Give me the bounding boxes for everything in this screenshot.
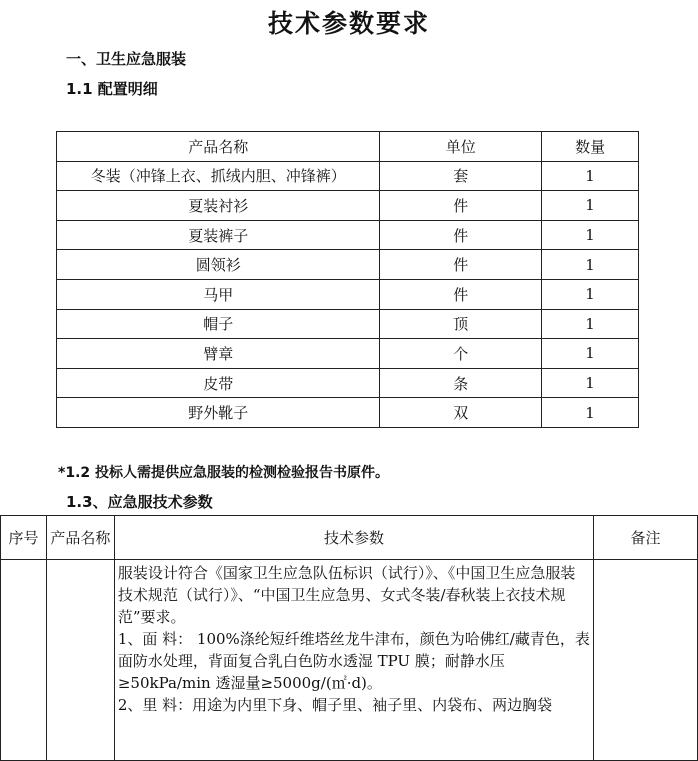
product-name-cell: 皮带 xyxy=(57,368,380,398)
product-name-cell: 马甲 xyxy=(57,279,380,309)
tech-params-cell xyxy=(114,560,593,761)
table-header-row xyxy=(1,516,698,560)
table-row xyxy=(57,339,639,369)
table-row xyxy=(57,279,639,309)
unit-cell: 套 xyxy=(380,161,542,191)
report-requirement-note: *1.2 投标人需提供应急服装的检测检验报告书原件。 xyxy=(58,465,389,481)
table-row xyxy=(57,309,639,339)
column-header: 数量 xyxy=(542,132,639,162)
column-header: 技术参数 xyxy=(114,516,593,560)
product-name-cell: 夏装衬衫 xyxy=(57,191,380,221)
product-name-cell: 野外靴子 xyxy=(57,398,380,428)
column-header: 序号 xyxy=(1,516,47,560)
quantity-cell: 1 xyxy=(542,339,639,369)
quantity-cell: 1 xyxy=(542,279,639,309)
product-name-cell: 帽子 xyxy=(57,309,380,339)
product-name-cell: 圆领衫 xyxy=(57,250,380,280)
config-table xyxy=(56,131,639,428)
section-heading-uniforms: 一、卫生应急服装 xyxy=(66,50,187,68)
unit-cell: 双 xyxy=(380,398,542,428)
page-title: 技术参数要求 xyxy=(267,9,430,38)
unit-cell: 个 xyxy=(380,339,542,369)
column-header: 备注 xyxy=(594,516,698,560)
section-heading-config: 1.1 配置明细 xyxy=(66,80,158,98)
param-paragraph: 1、面 料： 100%涤纶短纤维塔丝龙牛津布，颜色为哈佛红/藏青色，表面防水处理，背面复合乳白色防水透湿 TPU 膜；耐静水压≥50kPa/min 透湿量≥5000g/(㎡·d)。 xyxy=(117,630,590,692)
unit-cell: 条 xyxy=(380,368,542,398)
table-header-row xyxy=(57,132,639,162)
table-row xyxy=(1,560,698,761)
param-paragraph: 2、里 料：用途为内里下身、帽子里、袖子里、内袋布、两边胸袋 xyxy=(117,696,553,714)
product-name-cell xyxy=(46,560,114,761)
product-name-cell: 夏装裤子 xyxy=(57,220,380,250)
quantity-cell: 1 xyxy=(542,161,639,191)
quantity-cell: 1 xyxy=(542,309,639,339)
product-name-cell: 臂章 xyxy=(57,339,380,369)
table-row xyxy=(57,220,639,250)
unit-cell: 件 xyxy=(380,220,542,250)
unit-cell: 件 xyxy=(380,279,542,309)
unit-cell: 件 xyxy=(380,191,542,221)
unit-cell: 顶 xyxy=(380,309,542,339)
column-header: 单位 xyxy=(380,132,542,162)
section-heading-specs: 1.3、应急服技术参数 xyxy=(66,493,213,511)
unit-cell: 件 xyxy=(380,250,542,280)
table-row xyxy=(57,161,639,191)
table-row xyxy=(57,191,639,221)
quantity-cell: 1 xyxy=(542,398,639,428)
table-row xyxy=(57,398,639,428)
column-header: 产品名称 xyxy=(46,516,114,560)
quantity-cell: 1 xyxy=(542,191,639,221)
table-row xyxy=(57,368,639,398)
product-name-cell: 冬装（冲锋上衣、抓绒内胆、冲锋裤） xyxy=(57,161,380,191)
spec-table xyxy=(0,515,698,761)
table-row xyxy=(57,250,639,280)
remarks-cell xyxy=(594,560,698,761)
column-header: 产品名称 xyxy=(57,132,380,162)
quantity-cell: 1 xyxy=(542,220,639,250)
quantity-cell: 1 xyxy=(542,368,639,398)
serial-number-cell xyxy=(1,560,47,761)
param-paragraph: 服装设计符合《国家卫生应急队伍标识（试行）》、《中国卫生应急服装技术规范（试行）》、“中国卫生应急男、女式冬装/春秋装上衣技术规范”要求。 xyxy=(117,564,576,626)
quantity-cell: 1 xyxy=(542,250,639,280)
